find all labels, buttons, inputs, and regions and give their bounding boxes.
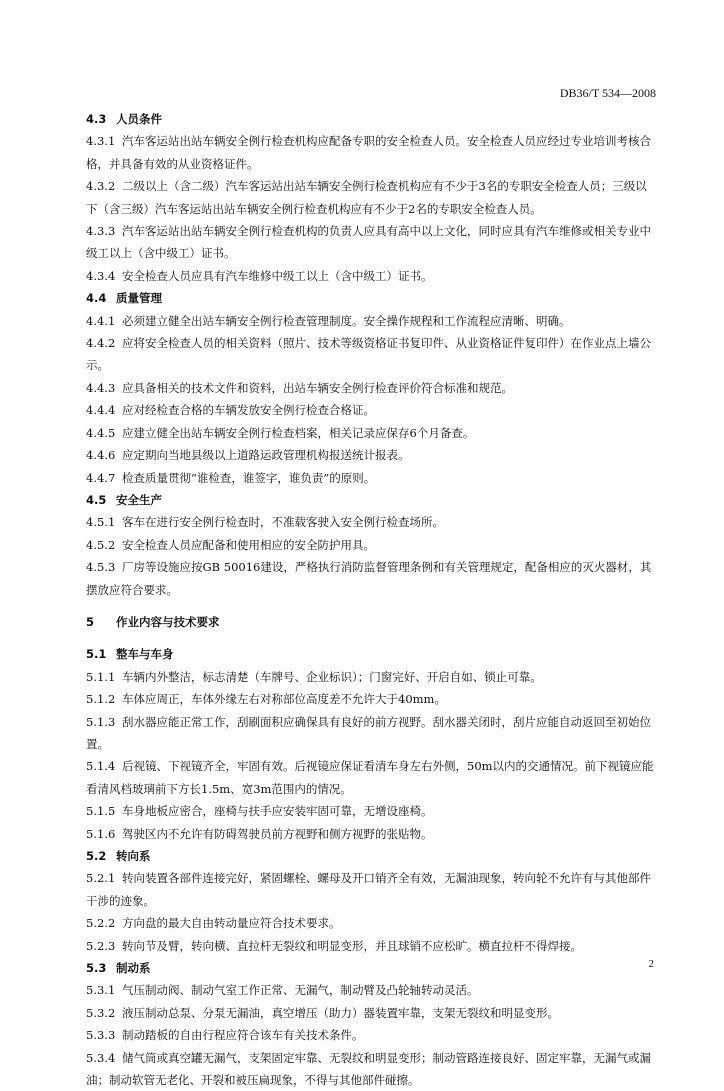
clause-text: 车体应周正，车体外缘左右对称部位高度差不允许大于40mm。: [122, 692, 446, 707]
clause-number: 5.3.4: [86, 1050, 116, 1065]
clause-paragraph: [86, 800, 656, 822]
clause-number: 4.5.1: [86, 515, 116, 530]
clause-number: 4.3.1: [86, 134, 116, 149]
clause-number: 4.4.5: [86, 425, 116, 440]
clause-number: 5.1.3: [86, 714, 116, 729]
clause-paragraph: [86, 130, 656, 175]
clause-text: 整车与车身: [116, 647, 174, 662]
clause-number: 4.4.3: [86, 380, 116, 395]
clause-number: 5.1.5: [86, 804, 116, 819]
clause-text: 人员条件: [116, 112, 162, 126]
clause-text: 储气筒或真空罐无漏气，支架固定牢靠、无裂纹和明显变形；制动管路连接良好、固定牢靠，无漏气或漏油；制动软管无老化、开裂和被压扁现象，不得与其他部件碰擦。: [86, 1050, 651, 1088]
clause-text: 后视镜、下视镜齐全，牢固有效。后视镜应保证看清车身左右外侧，50m以内的交通情况。前下视镜应能看清风档玻璃前下方长1.5m、宽3m范围内的情况。: [86, 759, 654, 796]
clause-paragraph: [86, 377, 656, 399]
clause-paragraph: [86, 711, 656, 756]
clause-paragraph: [86, 935, 656, 957]
clause-number: 5.3: [86, 961, 107, 976]
clause-number: 5.1.2: [86, 692, 116, 707]
clause-text: 液压制动总泵、分泵无漏油，真空增压（助力）器装置牢靠，支架无裂纹和明显变形。: [122, 1005, 559, 1020]
clause-paragraph: [86, 175, 656, 220]
clause-paragraph: [86, 1002, 656, 1024]
clause-number: 4.4.6: [86, 448, 116, 463]
clause-text: 厂房等设施应按GB 50016建设，严格执行消防监督管理条例和有关管理规定，配备相应的灭火器材，其摆放应符合要求。: [86, 560, 652, 597]
clause-paragraph: [86, 1024, 656, 1046]
clause-text: 转向系: [116, 849, 151, 863]
clause-number: 4.3.2: [86, 179, 116, 194]
clause-text: 质量管理: [116, 291, 162, 306]
clause-text: 气压制动阀、制动气室工作正常、无漏气，制动臂及凸轮轴转动灵活。: [122, 983, 479, 998]
section-heading: [86, 957, 656, 979]
document-body: [86, 108, 656, 1091]
clause-paragraph: [86, 755, 656, 800]
section-heading: [86, 845, 656, 867]
page-number: 2: [648, 958, 654, 970]
section-gap: [86, 633, 656, 643]
section-heading: [86, 108, 656, 130]
clause-text: 汽车客运站出站车辆安全例行检查机构应配备专职的安全检查人员。安全检查人员应经过专业培训考核合格，并具备有效的从业资格证件。: [86, 134, 651, 171]
clause-number: 5: [86, 614, 95, 629]
clause-number: 4.4.1: [86, 313, 116, 328]
clause-paragraph: [86, 444, 656, 466]
clause-text: 汽车客运站出站车辆安全例行检查机构的负责人应具有高中以上文化，同时应具有汽车维修或相关专业中级工以上（含中级工）证书。: [86, 224, 651, 261]
clause-paragraph: [86, 666, 656, 688]
clause-paragraph: [86, 979, 656, 1001]
clause-number: 5.3.2: [86, 1005, 116, 1020]
clause-text: 应定期向当地县级以上道路运政管理机构报送统计报表。: [122, 448, 410, 463]
clause-paragraph: [86, 422, 656, 444]
clause-text: 转向装置各部件连接完好，紧固螺栓、螺母及开口销齐全有效，无漏油现象，转向轮不允许有与其他部件干涉的迹象。: [86, 871, 651, 908]
clause-paragraph: [86, 265, 656, 287]
clause-text: 车身地板应密合，座椅与扶手应安装牢固可靠，无增设座椅。: [122, 804, 433, 819]
clause-number: 5.1.1: [86, 669, 116, 684]
clause-text: 作业内容与技术要求: [116, 614, 220, 629]
clause-paragraph: [86, 467, 656, 489]
clause-text: 应具备相关的技术文件和资料，出站车辆安全例行检查评价符合标准和规范。: [122, 380, 513, 395]
clause-number: 5.1: [86, 647, 107, 662]
clause-number: 4.4.4: [86, 403, 116, 418]
clause-number: 5.2.3: [86, 938, 116, 953]
clause-number: 5.3.3: [86, 1028, 116, 1043]
clause-number: 5.2.2: [86, 916, 116, 931]
section-heading: [86, 611, 656, 633]
clause-paragraph: [86, 399, 656, 421]
clause-number: 4.4.2: [86, 336, 116, 351]
clause-text: 车辆内外整洁，标志清楚（车牌号、企业标识）；门窗完好、开启自如、锁止可靠。: [122, 669, 542, 684]
clause-paragraph: [86, 556, 656, 601]
clause-paragraph: [86, 823, 656, 845]
clause-number: 4.3: [86, 112, 107, 126]
clause-number: 4.4: [86, 291, 107, 306]
section-gap: [86, 601, 656, 611]
clause-paragraph: [86, 912, 656, 934]
section-heading: [86, 287, 656, 309]
clause-number: 4.3.4: [86, 268, 116, 283]
clause-number: 5.1.4: [86, 759, 116, 774]
clause-number: 4.5: [86, 492, 107, 507]
clause-paragraph: [86, 220, 656, 265]
clause-paragraph: [86, 1047, 656, 1091]
clause-paragraph: [86, 867, 656, 912]
clause-text: 制动踏板的自由行程应符合该车有关技术条件。: [122, 1028, 364, 1043]
clause-number: 4.5.2: [86, 537, 116, 552]
clause-text: 转向节及臂，转向横、直拉杆无裂纹和明显变形，并且球销不应松旷。横直拉杆不得焊接。: [122, 938, 582, 953]
clause-text: 制动系: [116, 961, 151, 976]
clause-text: 刮水器应能正常工作，刮刷面积应确保具有良好的前方视野。刮水器关闭时，刮片应能自动返回至初始位置。: [86, 714, 651, 751]
clause-text: 安全检查人员应具有汽车维修中级工以上（含中级工）证书。: [122, 268, 433, 283]
clause-text: 必须建立健全出站车辆安全例行检查管理制度。安全操作规程和工作流程应清晰、明确。: [122, 313, 571, 328]
clause-paragraph: [86, 511, 656, 533]
clause-number: 4.4.7: [86, 470, 116, 485]
document-code: DB36/T 534—2008: [559, 86, 656, 100]
clause-paragraph: [86, 332, 656, 377]
clause-number: 5.1.6: [86, 826, 116, 841]
clause-text: 方向盘的最大自由转动量应符合技术要求。: [122, 916, 341, 931]
clause-text: 应将安全检查人员的相关资料（照片、技术等级资格证书复印件、从业资格证件复印件）在作业点上墙公示。: [86, 336, 651, 373]
clause-paragraph: [86, 310, 656, 332]
clause-text: 应对经检查合格的车辆发放安全例行检查合格证。: [122, 403, 375, 418]
clause-text: 二级以上（含二级）汽车客运站出站车辆安全例行检查机构应有不少于3名的专职安全检查人员；三级以下（含三级）汽车客运站出站车辆安全例行检查机构应有不少于2名的专职安全检查人员。: [86, 179, 647, 216]
clause-paragraph: [86, 534, 656, 556]
clause-number: 5.2.1: [86, 871, 116, 886]
clause-text: 驾驶区内不允许有防碍驾驶员前方视野和侧方视野的张贴物。: [122, 826, 433, 841]
section-heading: [86, 643, 656, 665]
clause-number: 4.3.3: [86, 224, 116, 239]
clause-text: 应建立健全出站车辆安全例行检查档案，相关记录应保存6个月备查。: [122, 425, 475, 440]
clause-number: 4.5.3: [86, 560, 116, 575]
section-heading: [86, 489, 656, 511]
clause-text: 安全检查人员应配备和使用相应的安全防护用具。: [122, 537, 375, 552]
clause-text: 安全生产: [116, 492, 162, 507]
clause-number: 5.2: [86, 849, 107, 863]
clause-text: 客车在进行安全例行检查时，不准载客驶入安全例行检查场所。: [122, 515, 444, 530]
clause-number: 5.3.1: [86, 983, 116, 998]
clause-paragraph: [86, 688, 656, 710]
clause-text: 检查质量贯彻“谁检查，谁签字，谁负责”的原则。: [122, 470, 376, 485]
